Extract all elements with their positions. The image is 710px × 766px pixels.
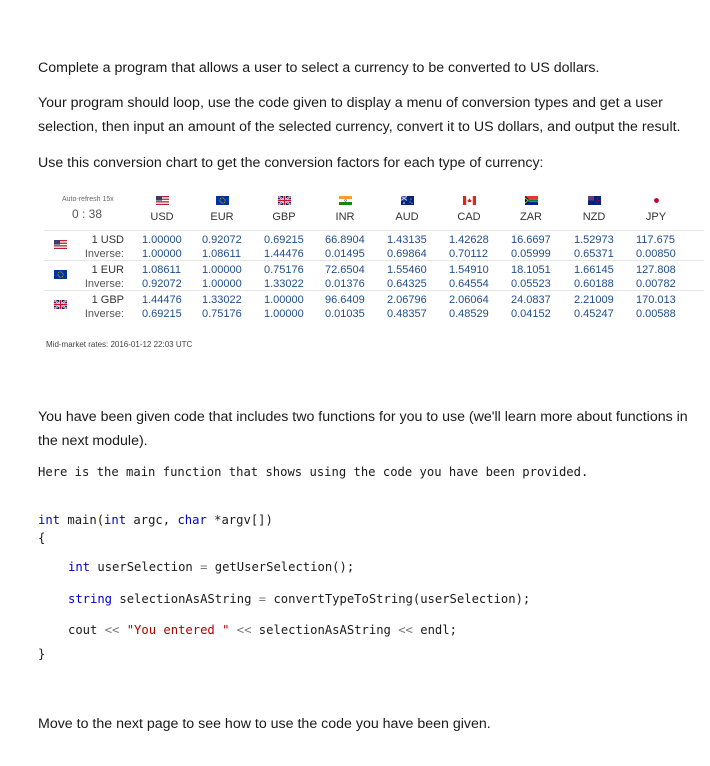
rate-cell: 170.013 <box>636 294 676 306</box>
inverse-rate-cell: 0.04152 <box>511 308 551 320</box>
south-africa-flag-icon <box>525 196 538 205</box>
rate-cell: 1.33022 <box>202 294 242 306</box>
column-header-nzd[interactable] <box>568 196 620 223</box>
rate-cell: 0.75176 <box>264 264 304 276</box>
new-zealand-flag-icon <box>588 196 601 205</box>
rate-cell: 1.52973 <box>574 234 614 246</box>
rate-cell: 1.43135 <box>387 234 427 246</box>
rate-cell: 2.06064 <box>449 294 489 306</box>
inverse-rate-cell: 0.45247 <box>574 308 614 320</box>
inverse-rate-cell: 0.69864 <box>387 248 427 260</box>
inverse-rate-cell: 1.08611 <box>202 248 241 260</box>
column-header-gbp[interactable] <box>258 196 310 223</box>
inverse-rate-cell: 0.65371 <box>574 248 614 260</box>
rate-cell: 18.1051 <box>511 264 551 276</box>
column-header-label: ZAR <box>520 211 542 223</box>
rate-cell: 1.42628 <box>449 234 489 246</box>
inverse-rate-cell: 0.48529 <box>449 308 489 320</box>
row-currency-label: 1 EUR <box>91 264 124 276</box>
rate-cell: 1.55460 <box>387 264 427 276</box>
main-function-intro: Here is the main function that shows using the code you have been provided. <box>38 465 589 479</box>
rate-cell: 24.0837 <box>511 294 551 306</box>
inverse-rate-cell: 0.05999 <box>511 248 551 260</box>
chart-intro-paragraph: Use this conversion chart to get the conversion factors for each type of currency: <box>38 155 544 171</box>
row-inverse-label: Inverse: <box>84 278 124 290</box>
inverse-rate-cell: 0.69215 <box>142 308 182 320</box>
row-currency-label: 1 USD <box>91 234 124 246</box>
rate-cell: 16.6697 <box>511 234 551 246</box>
inverse-rate-cell: 0.00782 <box>636 278 676 290</box>
inverse-rate-cell: 0.00850 <box>636 248 676 260</box>
rate-cell: 2.21009 <box>574 294 614 306</box>
inverse-rate-cell: 0.64554 <box>449 278 489 290</box>
column-header-zar[interactable] <box>505 196 557 223</box>
column-header-label: USD <box>150 211 174 223</box>
inverse-rate-cell: 0.01376 <box>325 278 365 290</box>
code-line-close-brace: } <box>38 647 46 661</box>
row-inverse-label: Inverse: <box>84 308 124 320</box>
column-header-cad[interactable] <box>443 196 495 223</box>
inverse-rate-cell: 0.64325 <box>387 278 427 290</box>
india-flag-icon <box>339 196 352 205</box>
rate-cell: 1.44476 <box>142 294 182 306</box>
eu-flag-icon <box>216 196 229 205</box>
row-divider <box>44 260 704 261</box>
us-flag-icon <box>156 196 169 205</box>
instructions-paragraph: Your program should loop, use the code given to display a menu of conversion types and get a user selection, then input an amount of the selected currency, convert it to US dollars, and output the result. <box>38 95 681 135</box>
uk-flag-icon <box>278 196 291 205</box>
column-header-label: INR <box>335 211 355 223</box>
row-inverse-label: Inverse: <box>84 248 124 260</box>
rate-cell: 0.69215 <box>264 234 304 246</box>
code-line-user-selection: int userSelection = getUserSelection(); <box>68 560 355 574</box>
rate-cell: 1.54910 <box>449 264 489 276</box>
column-header-eur[interactable] <box>196 196 248 223</box>
inverse-rate-cell: 1.00000 <box>264 308 304 320</box>
rate-cell: 127.808 <box>636 264 676 276</box>
inverse-rate-cell: 0.75176 <box>202 308 242 320</box>
column-header-label: EUR <box>210 211 234 223</box>
rate-cell: 1.00000 <box>264 294 304 306</box>
inverse-rate-cell: 0.60188 <box>574 278 614 290</box>
inverse-rate-cell: 0.01035 <box>325 308 365 320</box>
rate-cell: 66.8904 <box>325 234 365 246</box>
inverse-rate-cell: 1.00000 <box>202 278 242 290</box>
column-header-label: JPY <box>645 211 667 223</box>
functions-paragraph: You have been given code that includes two functions for you to use (we'll learn more about functions in the next module). <box>38 409 688 449</box>
inverse-rate-cell: 0.48357 <box>387 308 427 320</box>
row-currency-label: 1 GBP <box>91 294 124 306</box>
inverse-rate-cell: 0.92072 <box>142 278 182 290</box>
inverse-rate-cell: 0.01495 <box>325 248 365 260</box>
code-line-cout: cout << "You entered " << selectionAsAString << endl; <box>68 623 457 637</box>
column-header-label: GBP <box>272 211 296 223</box>
inverse-rate-cell: 1.00000 <box>142 248 182 260</box>
rate-cell: 72.6504 <box>325 264 365 276</box>
refresh-timer: 0 : 38 <box>72 207 103 221</box>
rate-cell: 0.92072 <box>202 234 242 246</box>
rate-cell: 96.6409 <box>325 294 365 306</box>
inverse-rate-cell: 0.05523 <box>511 278 551 290</box>
code-line-selection-string: string selectionAsAString = convertTypeToString(userSelection); <box>68 592 531 606</box>
rate-cell: 1.00000 <box>142 234 182 246</box>
column-header-aud[interactable] <box>381 196 433 223</box>
mid-market-rates-label: Mid-market rates: 2016-01-12 22:03 UTC <box>46 340 193 349</box>
intro-paragraph: Complete a program that allows a user to select a currency to be converted to US dollars. <box>38 60 600 76</box>
inverse-rate-cell: 1.33022 <box>264 278 304 290</box>
code-line-open-brace: { <box>38 531 46 545</box>
column-header-label: AUD <box>395 211 419 223</box>
currency-conversion-chart <box>44 196 704 349</box>
column-header-inr[interactable] <box>319 196 371 223</box>
code-line-main: int main(int argc, char *argv[]) <box>38 513 273 527</box>
rate-cell: 2.06796 <box>387 294 427 306</box>
column-header-usd[interactable] <box>136 196 188 223</box>
inverse-rate-cell: 1.44476 <box>264 248 304 260</box>
rate-cell: 1.66145 <box>574 264 614 276</box>
japan-flag-icon <box>650 196 663 205</box>
column-header-label: NZD <box>582 211 606 223</box>
rate-cell: 117.675 <box>636 234 675 246</box>
next-page-paragraph: Move to the next page to see how to use the code you have been given. <box>38 716 491 732</box>
row-divider <box>44 230 704 231</box>
australia-flag-icon <box>401 196 414 205</box>
inverse-rate-cell: 0.00588 <box>636 308 676 320</box>
auto-refresh-label[interactable]: Auto-refresh 15x <box>62 196 114 203</box>
column-header-jpy[interactable] <box>630 196 682 223</box>
column-header-label: CAD <box>457 211 481 223</box>
rate-cell: 1.08611 <box>142 264 181 276</box>
row-divider <box>44 290 704 291</box>
canada-flag-icon <box>463 196 476 205</box>
rate-cell: 1.00000 <box>202 264 242 276</box>
inverse-rate-cell: 0.70112 <box>449 248 488 260</box>
